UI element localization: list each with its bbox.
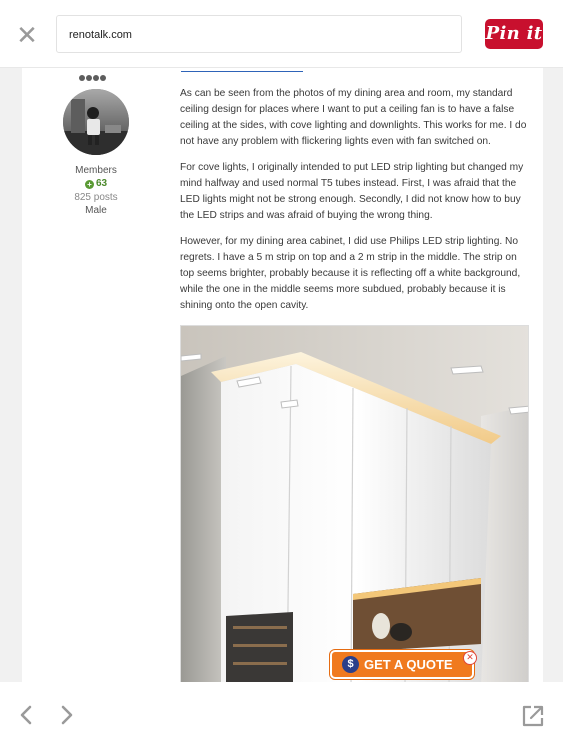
user-avatar[interactable] bbox=[63, 89, 129, 155]
rank-dots-icon bbox=[79, 68, 119, 76]
reputation-count: 63 bbox=[95, 178, 108, 189]
cabinet-photo[interactable] bbox=[180, 325, 529, 682]
url-field[interactable] bbox=[56, 15, 462, 53]
post-paragraph: However, for my dining area cabinet, I did use Philips LED strip lighting. No regrets. I have a 5 m strip on top and a 2 m strip in the middle. The strip on top seems brighter, probably because it is reflecting off a white background, while the one in the middle seems more subdued, probably because it is shining onto the open cavity. bbox=[180, 236, 521, 311]
get-a-quote-button[interactable] bbox=[330, 650, 474, 679]
back-arrow-icon[interactable] bbox=[15, 702, 39, 728]
post-body bbox=[180, 86, 530, 324]
reputation-badge bbox=[44, 178, 148, 189]
avatar-photo-icon bbox=[63, 89, 129, 155]
close-icon[interactable]: ✕ bbox=[16, 20, 38, 50]
web-page bbox=[0, 68, 563, 682]
dollar-coin-icon: $ bbox=[342, 656, 359, 673]
plus-circle-icon: + bbox=[85, 180, 94, 189]
post-paragraph: For cove lights, I originally intended to put LED strip lighting but changed my mind halfway and used normal T5 tubes instead. First, I was afraid that the LED lights might not be strong enough. Secondly, I did not know how to buy the LED strips and was afraid of buying the wrong thing. bbox=[180, 162, 524, 221]
member-gender: Male bbox=[85, 205, 107, 216]
open-external-icon[interactable] bbox=[521, 704, 545, 728]
member-group: Members bbox=[75, 165, 117, 176]
forum-post-card bbox=[22, 68, 543, 682]
bottom-bar bbox=[0, 682, 563, 750]
url-text: renotalk.com bbox=[69, 29, 132, 41]
forward-arrow-icon[interactable] bbox=[54, 702, 78, 728]
pin-it-button[interactable]: Pin it bbox=[485, 19, 543, 49]
get-a-quote-label: GET A QUOTE bbox=[364, 657, 453, 672]
post-paragraph: As can be seen from the photos of my dining area and room, my standard ceiling design for places where I want to put a ceiling fan is to have a false ceiling at the sides, with cove lighting and downlights. This works for me. I do not have any problem with flickering lights even with fan switched on. bbox=[180, 88, 527, 147]
cabinet-lighting-image-icon bbox=[181, 326, 529, 682]
ad-close-icon[interactable]: ✕ bbox=[463, 651, 477, 665]
post-count: 825 posts bbox=[74, 192, 118, 203]
cut-off-link[interactable] bbox=[181, 68, 303, 72]
top-bar bbox=[0, 0, 563, 68]
